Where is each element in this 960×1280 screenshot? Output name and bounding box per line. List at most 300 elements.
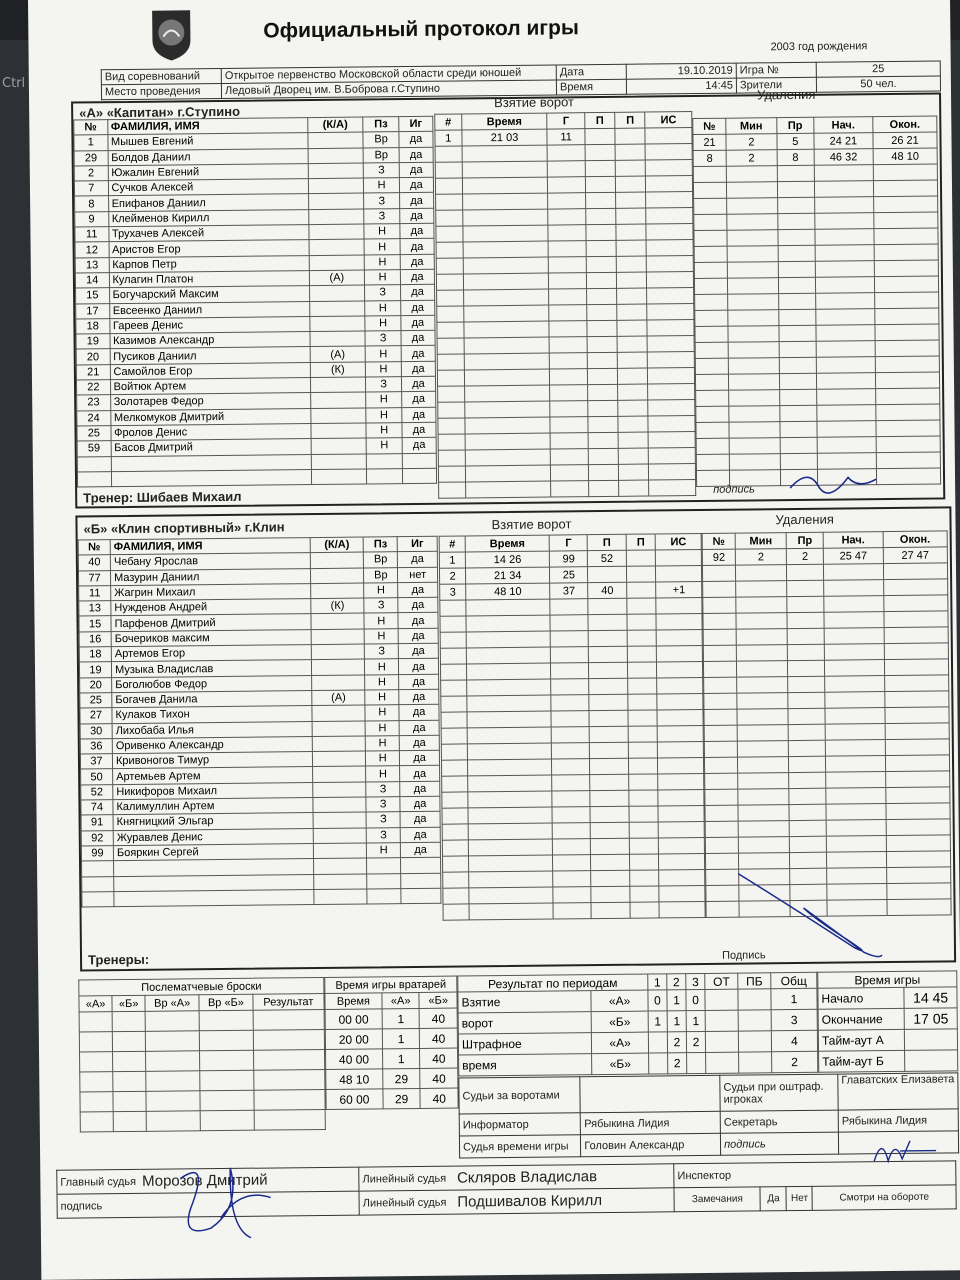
empty-cell: [875, 292, 939, 309]
empty-cell: [585, 176, 615, 192]
grid-cell: [615, 128, 645, 144]
player-name: Сучков Алексей: [108, 179, 308, 196]
empty-cell: [585, 160, 615, 176]
period-row-label: Взятие: [458, 991, 591, 1013]
empty-cell: [463, 257, 549, 274]
empty-cell: [736, 597, 787, 614]
empty-cell: [883, 563, 947, 580]
empty-cell: [824, 564, 884, 581]
empty-cell: [826, 820, 886, 837]
player-plays: да: [398, 582, 438, 598]
empty-cell: [435, 146, 462, 162]
roster-header-cell: Пз: [363, 537, 397, 553]
player-name: Бочериков максим: [111, 629, 311, 646]
empty-cell: [627, 662, 657, 678]
empty-cell: [736, 581, 787, 598]
empty-cell: [441, 696, 467, 712]
empty-cell: [825, 676, 885, 693]
empty-cell: [885, 755, 949, 772]
period-value: 1: [667, 990, 686, 1011]
empty-cell: [552, 839, 590, 855]
empty-cell: [816, 373, 875, 390]
empty-cell: [787, 628, 824, 644]
empty-cell: [778, 277, 815, 293]
player-name: Никифоров Михаил: [113, 782, 313, 799]
protocol-sheet: [28, 0, 960, 1280]
game-time-label: Окончание: [818, 1008, 904, 1030]
game-time-title-row: [818, 971, 957, 988]
empty-cell: [647, 288, 694, 304]
empty-cell: [738, 773, 789, 790]
grid-cell: 11: [547, 129, 585, 145]
player-plays: да: [401, 315, 435, 331]
empty-cell: [728, 294, 779, 311]
player-plays: да: [402, 422, 436, 438]
empty-cell: [465, 481, 551, 498]
player-role: [310, 568, 363, 584]
empty-cell: [629, 806, 659, 822]
team-a-coach: Тренер: Шибаев Михаил: [83, 488, 242, 506]
team-b-goals-title: Взятие ворот: [491, 516, 572, 533]
team-a-goals-title: Взятие ворот: [494, 94, 575, 111]
empty-cell: [441, 744, 467, 760]
goalie-row: [326, 1088, 458, 1109]
empty-cell: [646, 176, 693, 192]
shootout-header-cell: Вр «Б»: [199, 994, 253, 1011]
empty-cell: [827, 852, 887, 869]
empty-cell: [646, 160, 693, 176]
period-results-table: [457, 972, 818, 1077]
player-role: [309, 285, 365, 301]
empty-cell: [438, 450, 465, 466]
empty-cell: [703, 645, 736, 661]
empty-cell: [589, 630, 627, 646]
period-team: «Б»: [591, 1011, 648, 1033]
player-number: 27: [80, 708, 112, 724]
period-team: «А»: [591, 990, 648, 1012]
player-name: Боголюбов Федор: [112, 675, 312, 692]
player-number: 25: [77, 426, 111, 442]
empty-cell: [253, 1049, 324, 1070]
empty-cell: [659, 869, 705, 885]
period-value: 1: [648, 1011, 667, 1032]
penalty-judge-name: Главатских Елизавета: [838, 1073, 958, 1110]
empty-cell: [442, 776, 468, 792]
empty-cell: [113, 1071, 146, 1091]
player-name: Оривенко Александр: [112, 736, 312, 753]
empty-cell: [112, 1031, 145, 1051]
team-a-roster: [73, 116, 437, 488]
empty-cell: [585, 144, 615, 160]
player-number: 13: [75, 257, 109, 273]
empty-cell: [649, 464, 696, 480]
empty-cell: [442, 840, 468, 856]
empty-cell: [437, 370, 464, 386]
empty-cell: [314, 874, 367, 890]
empty-cell: [658, 741, 704, 757]
grid-cell: 48 10: [466, 583, 550, 600]
grid-header-cell: Время: [465, 535, 549, 552]
empty-row: [443, 901, 705, 920]
empty-cell: [464, 353, 550, 370]
player-position: Н: [366, 361, 402, 377]
player-plays: да: [399, 689, 439, 705]
player-number: 11: [75, 227, 109, 243]
venue-value: Ледовый Дворец им. В.Боброва г.Ступино: [221, 80, 556, 99]
empty-cell: [590, 774, 628, 790]
player-number: 11: [79, 586, 111, 602]
empty-cell: [551, 679, 589, 695]
grid-cell: 99: [549, 551, 587, 567]
empty-cell: [437, 306, 464, 322]
player-position: Н: [366, 392, 402, 408]
empty-cell: [549, 289, 587, 305]
empty-cell: [739, 853, 790, 870]
empty-cell: [550, 615, 588, 631]
player-position: Н: [364, 178, 400, 194]
spectators-value: 50 чел.: [816, 76, 940, 92]
player-position: Н: [364, 613, 398, 629]
player-position: З: [366, 781, 400, 797]
empty-cell: [199, 1030, 253, 1051]
player-plays: да: [401, 842, 441, 858]
empty-cell: [874, 228, 938, 245]
empty-cell: [552, 775, 590, 791]
empty-cell: [467, 679, 551, 696]
player-role: [310, 408, 366, 424]
empty-cell: [826, 804, 886, 821]
player-number: 59: [77, 441, 111, 457]
player-plays: да: [399, 674, 439, 690]
goalie-time-title: Время игры вратарей: [325, 976, 457, 993]
empty-cell: [551, 465, 589, 481]
grid-cell: 25: [550, 567, 588, 583]
empty-cell: [886, 851, 950, 868]
goalie-cell: 40 00: [326, 1049, 383, 1070]
empty-cell: [695, 358, 728, 374]
player-name: Фролов Денис: [110, 424, 310, 441]
empty-row: [80, 1089, 325, 1112]
empty-cell: [552, 791, 590, 807]
player-name: Мышев Евгений: [107, 133, 307, 150]
player-name: Артемов Егор: [111, 645, 311, 662]
empty-cell: [627, 630, 657, 646]
empty-cell: [788, 756, 825, 772]
period-result-row: [459, 1051, 818, 1076]
empty-cell: [553, 855, 591, 871]
empty-cell: [629, 790, 659, 806]
period-value: [705, 1031, 738, 1052]
empty-cell: [647, 320, 694, 336]
linesman-2-label: Линейный судья: [359, 1190, 454, 1215]
player-name: Войтюк Артем: [110, 378, 310, 395]
empty-cell: [464, 337, 550, 354]
player-number: 1: [74, 135, 108, 151]
empty-cell: [825, 660, 885, 677]
empty-cell: [401, 873, 441, 889]
empty-row: [439, 480, 696, 499]
player-number: 14: [75, 273, 109, 289]
grid-cell: 40: [588, 582, 626, 598]
grid-header-cell: Мин: [726, 118, 777, 135]
empty-cell: [441, 728, 467, 744]
goalie-row: [326, 1048, 458, 1069]
empty-cell: [705, 805, 738, 821]
player-position: Н: [365, 300, 401, 316]
grid-header-cell: Г: [547, 113, 585, 129]
player-role: [313, 797, 366, 813]
empty-cell: [875, 356, 939, 373]
empty-cell: [728, 342, 779, 359]
empty-cell: [438, 402, 465, 418]
player-name: Клейменов Кирилл: [108, 209, 308, 226]
empty-cell: [874, 276, 938, 293]
empty-cell: [551, 727, 589, 743]
empty-cell: [658, 789, 704, 805]
goalie-cell: 1: [382, 1048, 420, 1068]
player-plays: да: [399, 162, 433, 178]
empty-cell: [704, 709, 737, 725]
empty-cell: [726, 182, 777, 199]
empty-cell: [588, 448, 618, 464]
goalie-cell: 20 00: [325, 1029, 382, 1050]
player-position: З: [364, 193, 400, 209]
grid-cell: 3: [440, 584, 466, 600]
empty-cell: [885, 771, 949, 788]
informer-name: Рябыкина Лидия: [581, 1111, 721, 1134]
penalty-judges-label: Судьи при оштраф. игроках: [720, 1074, 838, 1111]
player-plays: да: [400, 781, 440, 797]
empty-cell: [469, 871, 553, 888]
period-value: 1: [771, 988, 817, 1009]
empty-cell: [590, 806, 628, 822]
empty-cell: [629, 838, 659, 854]
player-name: Жагрин Михаил: [111, 583, 311, 600]
empty-cell: [737, 709, 788, 726]
empty-cell: [787, 660, 824, 676]
empty-cell: [789, 836, 826, 852]
empty-cell: [704, 693, 737, 709]
empty-cell: [462, 209, 548, 226]
period-value: 0: [686, 989, 705, 1010]
period-value: 3: [771, 1009, 817, 1030]
empty-cell: [628, 710, 658, 726]
empty-cell: [464, 321, 550, 338]
player-position: Н: [365, 705, 399, 721]
empty-cell: [466, 631, 550, 648]
player-plays: да: [399, 177, 433, 193]
team-a-signature: [788, 467, 878, 496]
player-role: [313, 828, 366, 844]
player-number: 23: [77, 395, 111, 411]
periods-title: Результат по периодам: [458, 974, 648, 992]
grid-cell: [656, 549, 702, 565]
empty-cell: [649, 448, 696, 464]
player-plays: да: [400, 254, 434, 270]
empty-cell: [704, 725, 737, 741]
empty-cell: [462, 161, 548, 178]
empty-cell: [702, 565, 735, 581]
grid-cell: 37: [550, 583, 588, 599]
player-name: Богачев Данила: [112, 691, 312, 708]
empty-cell: [737, 725, 788, 742]
empty-cell: [630, 902, 660, 918]
goalie-cell: 40: [420, 1028, 458, 1048]
empty-cell: [875, 372, 939, 389]
player-role: [312, 675, 365, 691]
goalie-cell: 40: [420, 1068, 458, 1088]
empty-cell: [704, 757, 737, 773]
player-number: 15: [76, 288, 110, 304]
player-role: (А): [309, 270, 365, 286]
empty-cell: [825, 724, 885, 741]
grid-cell: [626, 582, 656, 598]
empty-cell: [146, 1091, 200, 1112]
officials-signature-label: подпись: [720, 1132, 838, 1155]
empty-cell: [629, 854, 659, 870]
player-plays: да: [400, 735, 440, 751]
empty-cell: [876, 468, 940, 485]
empty-cell: [469, 855, 553, 872]
grid-header-cell: Пр: [776, 117, 813, 133]
empty-cell: [548, 177, 586, 193]
period-header-cell: 1: [648, 974, 667, 990]
empty-cell: [778, 261, 815, 277]
empty-cell: [82, 861, 114, 877]
player-role: [311, 613, 364, 629]
empty-cell: [874, 260, 938, 277]
empty-cell: [111, 469, 311, 486]
player-position: Н: [364, 239, 400, 255]
player-position: Вр: [364, 567, 398, 583]
keyboard-ctrl-key: Ctrl: [2, 76, 26, 91]
empty-cell: [816, 325, 875, 342]
roster-header-cell: (К/А): [310, 537, 363, 553]
player-name: Басов Дмитрий: [111, 439, 311, 456]
player-role: [312, 751, 365, 767]
empty-row: [82, 888, 441, 907]
empty-cell: [736, 565, 787, 582]
empty-cell: [729, 438, 780, 455]
empty-cell: [586, 256, 616, 272]
empty-cell: [705, 789, 738, 805]
empty-cell: [696, 422, 729, 438]
player-number: 24: [77, 410, 111, 426]
game-time-label: Тайм-аут Б: [819, 1050, 905, 1072]
empty-cell: [437, 290, 464, 306]
player-role: [313, 812, 366, 828]
player-role: [307, 132, 363, 148]
empty-cell: [696, 454, 729, 470]
player-role: [308, 163, 364, 179]
empty-cell: [703, 629, 736, 645]
empty-cell: [440, 616, 466, 632]
linesman-1-name: Скляров Владислав: [454, 1164, 674, 1190]
game-time-value: [905, 1050, 958, 1072]
empty-cell: [694, 214, 727, 230]
player-role: [311, 438, 367, 454]
empty-cell: [462, 145, 548, 162]
empty-cell: [779, 325, 816, 341]
grid-cell: 14 26: [465, 551, 549, 568]
goalie-header-cell: «Б»: [419, 992, 457, 1008]
empty-cell: [629, 870, 659, 886]
player-name: Парфенов Дмитрий: [111, 614, 311, 631]
grid-cell: 8: [777, 149, 814, 165]
shootout-header-cell: Вр «А»: [145, 995, 199, 1012]
player-number: 8: [75, 196, 109, 212]
empty-cell: [876, 404, 940, 421]
empty-cell: [467, 695, 551, 712]
empty-cell: [436, 210, 463, 226]
empty-cell: [548, 225, 586, 241]
player-number: 12: [75, 242, 109, 258]
empty-cell: [657, 629, 703, 645]
empty-cell: [442, 824, 468, 840]
player-position: Н: [364, 628, 398, 644]
empty-cell: [551, 711, 589, 727]
empty-cell: [367, 858, 401, 874]
empty-cell: [585, 192, 615, 208]
empty-cell: [738, 837, 789, 854]
empty-cell: [694, 262, 727, 278]
empty-cell: [588, 614, 626, 630]
empty-cell: [788, 708, 825, 724]
roster-header-cell: Иг: [399, 116, 433, 132]
team-b-name: «Б» «Клин спортивный» г.Клин: [83, 519, 285, 537]
empty-cell: [618, 416, 648, 432]
empty-cell: [589, 646, 627, 662]
empty-cell: [145, 1011, 199, 1032]
player-number: 2: [74, 166, 108, 182]
player-role: [313, 843, 366, 859]
grid-header-cell: Нач.: [823, 532, 883, 549]
empty-cell: [826, 772, 886, 789]
empty-cell: [590, 726, 628, 742]
empty-cell: [824, 596, 884, 613]
period-value: 1: [686, 1010, 705, 1031]
player-position: Н: [364, 254, 400, 270]
game-time-label: Тайм-аут А: [818, 1029, 904, 1051]
empty-cell: [628, 726, 658, 742]
empty-cell: [885, 723, 949, 740]
empty-cell: [704, 741, 737, 757]
empty-cell: [553, 887, 591, 903]
empty-cell: [628, 774, 658, 790]
grid-header-cell: П: [626, 534, 656, 550]
grid-cell: [645, 128, 692, 144]
empty-cell: [703, 661, 736, 677]
player-position: Н: [364, 583, 398, 599]
empty-cell: [788, 676, 825, 692]
empty-cell: [616, 192, 646, 208]
empty-cell: [695, 326, 728, 342]
empty-cell: [463, 225, 549, 242]
player-name: Болдов Даниил: [108, 148, 308, 165]
grid-header-cell: П: [588, 534, 626, 550]
player-number: 19: [76, 334, 110, 350]
empty-cell: [146, 1111, 200, 1132]
empty-cell: [647, 304, 694, 320]
empty-cell: [825, 644, 885, 661]
empty-cell: [695, 342, 728, 358]
empty-cell: [367, 468, 403, 484]
player-plays: да: [400, 827, 440, 843]
grid-cell: 21 03: [462, 129, 548, 146]
grid-cell: 2: [439, 568, 465, 584]
player-name: Мазурин Даниил: [110, 568, 310, 585]
empty-cell: [436, 242, 463, 258]
